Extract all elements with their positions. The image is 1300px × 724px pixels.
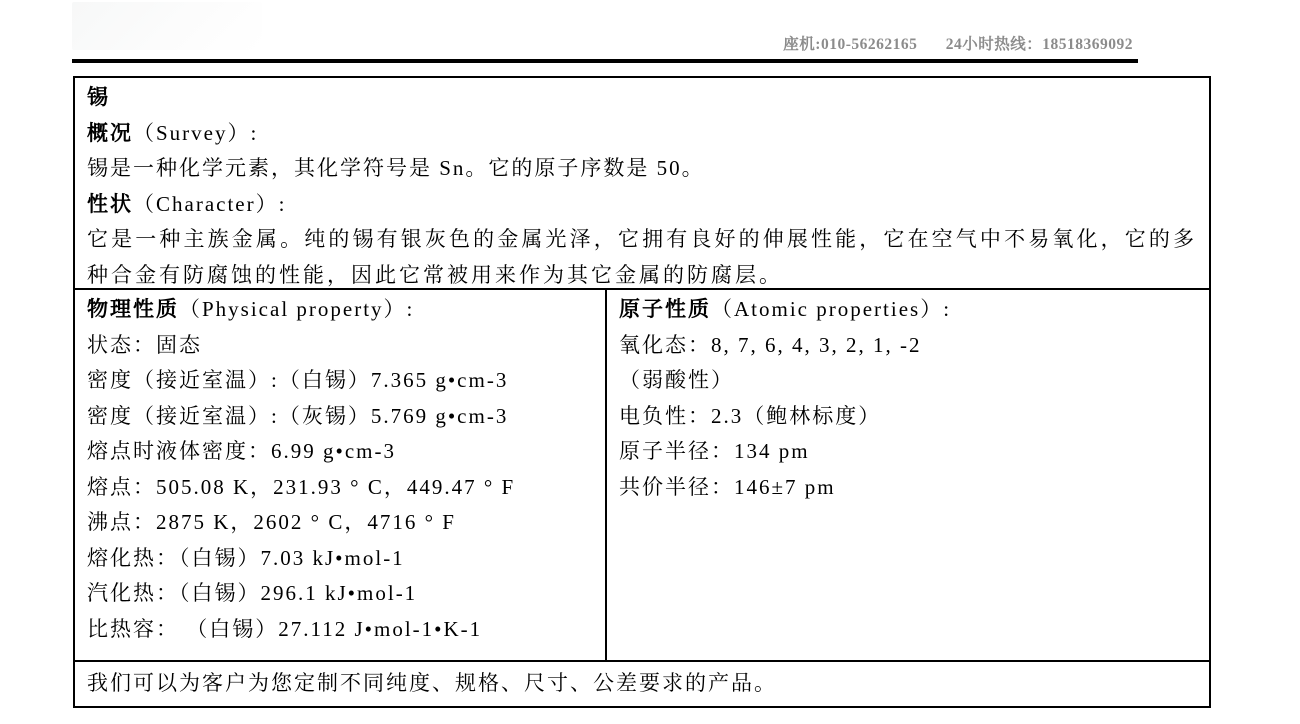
physical-heading (87, 292, 593, 328)
survey-heading (87, 116, 1197, 152)
character-text: 它是一种主族金属。纯的锡有银灰色的金属光泽，它拥有良好的伸展性能，它在空气中不易氧化，它的多种合金有防腐蚀的性能，因此它常被用来作为其它金属的防腐层。 (87, 227, 1197, 287)
header-divider (72, 59, 1138, 63)
physical-properties-section (75, 290, 607, 660)
atomic-property-row: 共价半径：146±7 pm (619, 474, 836, 499)
physical-heading-en: （Physical property）: (179, 297, 415, 321)
physical-property-row: 汽化热：（白锡）296.1 kJ•mol-1 (87, 581, 418, 605)
landline-phone: 座机:010-56262165 (783, 36, 918, 53)
element-title: 锡 (87, 85, 110, 109)
physical-property-row: 熔点：505.08 K，231.93 ° C，449.47 ° F (87, 474, 516, 499)
physical-property-row: 密度（接近室温）:（白锡）7.365 g•cm-3 (87, 368, 509, 392)
character-heading (87, 187, 1197, 223)
element-info-table (73, 76, 1211, 708)
atomic-property-row: 氧化态：8, 7, 6, 4, 3, 2, 1, -2 (619, 332, 922, 357)
survey-heading-en: （Survey）: (133, 120, 259, 145)
customization-note-row (75, 662, 1209, 706)
atomic-heading-cn: 原子性质 (619, 297, 711, 321)
physical-property-row: 沸点：2875 K，2602 ° C，4716 ° F (87, 510, 456, 534)
atomic-property-row: 电负性：2.3（鲍林标度） (619, 403, 882, 428)
atomic-property-row: （弱酸性） (619, 368, 734, 392)
contact-info (783, 32, 1133, 54)
atomic-heading-en: （Atomic properties）: (711, 297, 952, 321)
properties-row (75, 290, 1209, 662)
physical-heading-cn: 物理性质 (87, 297, 179, 321)
company-logo (72, 2, 262, 50)
physical-property-row: 熔点时液体密度：6.99 g•cm-3 (87, 439, 396, 463)
hotline-phone: 24小时热线：18518369092 (945, 36, 1133, 53)
atomic-properties-section (607, 290, 1209, 660)
character-heading-cn: 性状 (87, 191, 133, 216)
intro-section (75, 78, 1209, 290)
physical-property-row: 熔化热：（白锡）7.03 kJ•mol-1 (87, 545, 405, 570)
survey-text: 锡是一种化学元素，其化学符号是 Sn。它的原子序数是 50。 (87, 156, 705, 180)
survey-heading-cn: 概况 (87, 120, 133, 145)
customization-note: 我们可以为客户为您定制不同纯度、规格、尺寸、公差要求的产品。 (87, 671, 777, 695)
physical-property-row: 状态：固态 (87, 332, 202, 357)
character-heading-en: （Character）: (133, 191, 287, 216)
atomic-heading (619, 292, 1197, 328)
physical-property-row: 密度（接近室温）:（灰锡）5.769 g•cm-3 (87, 403, 509, 428)
physical-property-row: 比热容： （白锡）27.112 J•mol-1•K-1 (87, 616, 483, 641)
atomic-property-row: 原子半径：134 pm (619, 439, 810, 463)
